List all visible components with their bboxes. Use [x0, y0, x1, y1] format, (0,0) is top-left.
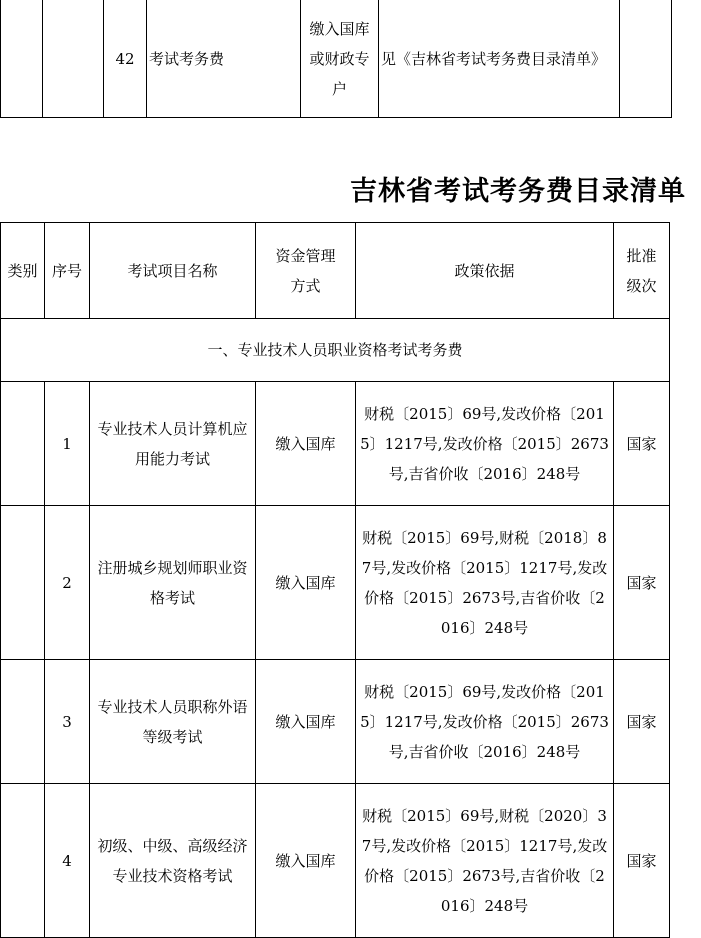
level-cell: 国家: [614, 382, 670, 506]
fund-cell: 缴入国库: [256, 382, 356, 506]
table-row: [1, 382, 670, 506]
basis-cell: 见《吉林省考试考务费目录清单》: [379, 0, 620, 118]
level-cell: 国家: [614, 784, 670, 938]
header-seq: 序号: [45, 223, 90, 319]
empty-cell: [1, 0, 43, 118]
seq-cell: 4: [45, 784, 90, 938]
fee-catalog-table: [0, 222, 670, 938]
category-cell: [1, 506, 45, 660]
basis-cell: 财税〔2015〕69号,财税〔2018〕87号,发改价格〔2015〕1217号,发改价格〔2015〕2673号,吉省价收〔2016〕248号: [356, 506, 614, 660]
category-cell: [1, 660, 45, 784]
level-cell: 国家: [614, 660, 670, 784]
basis-cell: 财税〔2015〕69号,发改价格〔2015〕1217号,发改价格〔2015〕2673号,吉省价收〔2016〕248号: [356, 660, 614, 784]
seq-cell: 42: [104, 0, 147, 118]
seq-cell: 1: [45, 382, 90, 506]
table-row: [1, 660, 670, 784]
fund-cell: 缴入国库: [256, 506, 356, 660]
empty-cell: [620, 0, 672, 118]
basis-cell: 财税〔2015〕69号,发改价格〔2015〕1217号,发改价格〔2015〕2673号,吉省价收〔2016〕248号: [356, 382, 614, 506]
seq-cell: 3: [45, 660, 90, 784]
name-cell: 初级、中级、高级经济专业技术资格考试: [90, 784, 256, 938]
table-row: [1, 0, 672, 118]
name-cell: 专业技术人员职称外语等级考试: [90, 660, 256, 784]
fund-cell: 缴入国库: [256, 660, 356, 784]
header-level: 批准级次: [614, 223, 670, 319]
empty-cell: [43, 0, 104, 118]
category-cell: [1, 382, 45, 506]
table-row: [1, 506, 670, 660]
page-title: 吉林省考试考务费目录清单: [350, 176, 686, 207]
previous-page-table: [0, 0, 672, 118]
section-row: [1, 319, 670, 382]
section-title: 一、专业技术人员职业资格考试考务费: [1, 319, 670, 382]
fund-cell: 缴入国库: [256, 784, 356, 938]
name-cell: 专业技术人员计算机应用能力考试: [90, 382, 256, 506]
header-name: 考试项目名称: [90, 223, 256, 319]
header-basis: 政策依据: [356, 223, 614, 319]
category-cell: [1, 784, 45, 938]
level-cell: 国家: [614, 506, 670, 660]
seq-cell: 2: [45, 506, 90, 660]
header-row: [1, 223, 670, 319]
table-row: [1, 784, 670, 938]
name-cell: 考试考务费: [147, 0, 301, 118]
header-category: 类别: [1, 223, 45, 319]
fund-cell: 缴入国库或财政专户: [301, 0, 379, 118]
header-fund: 资金管理方式: [256, 223, 356, 319]
name-cell: 注册城乡规划师职业资格考试: [90, 506, 256, 660]
basis-cell: 财税〔2015〕69号,财税〔2020〕37号,发改价格〔2015〕1217号,发改价格〔2015〕2673号,吉省价收〔2016〕248号: [356, 784, 614, 938]
